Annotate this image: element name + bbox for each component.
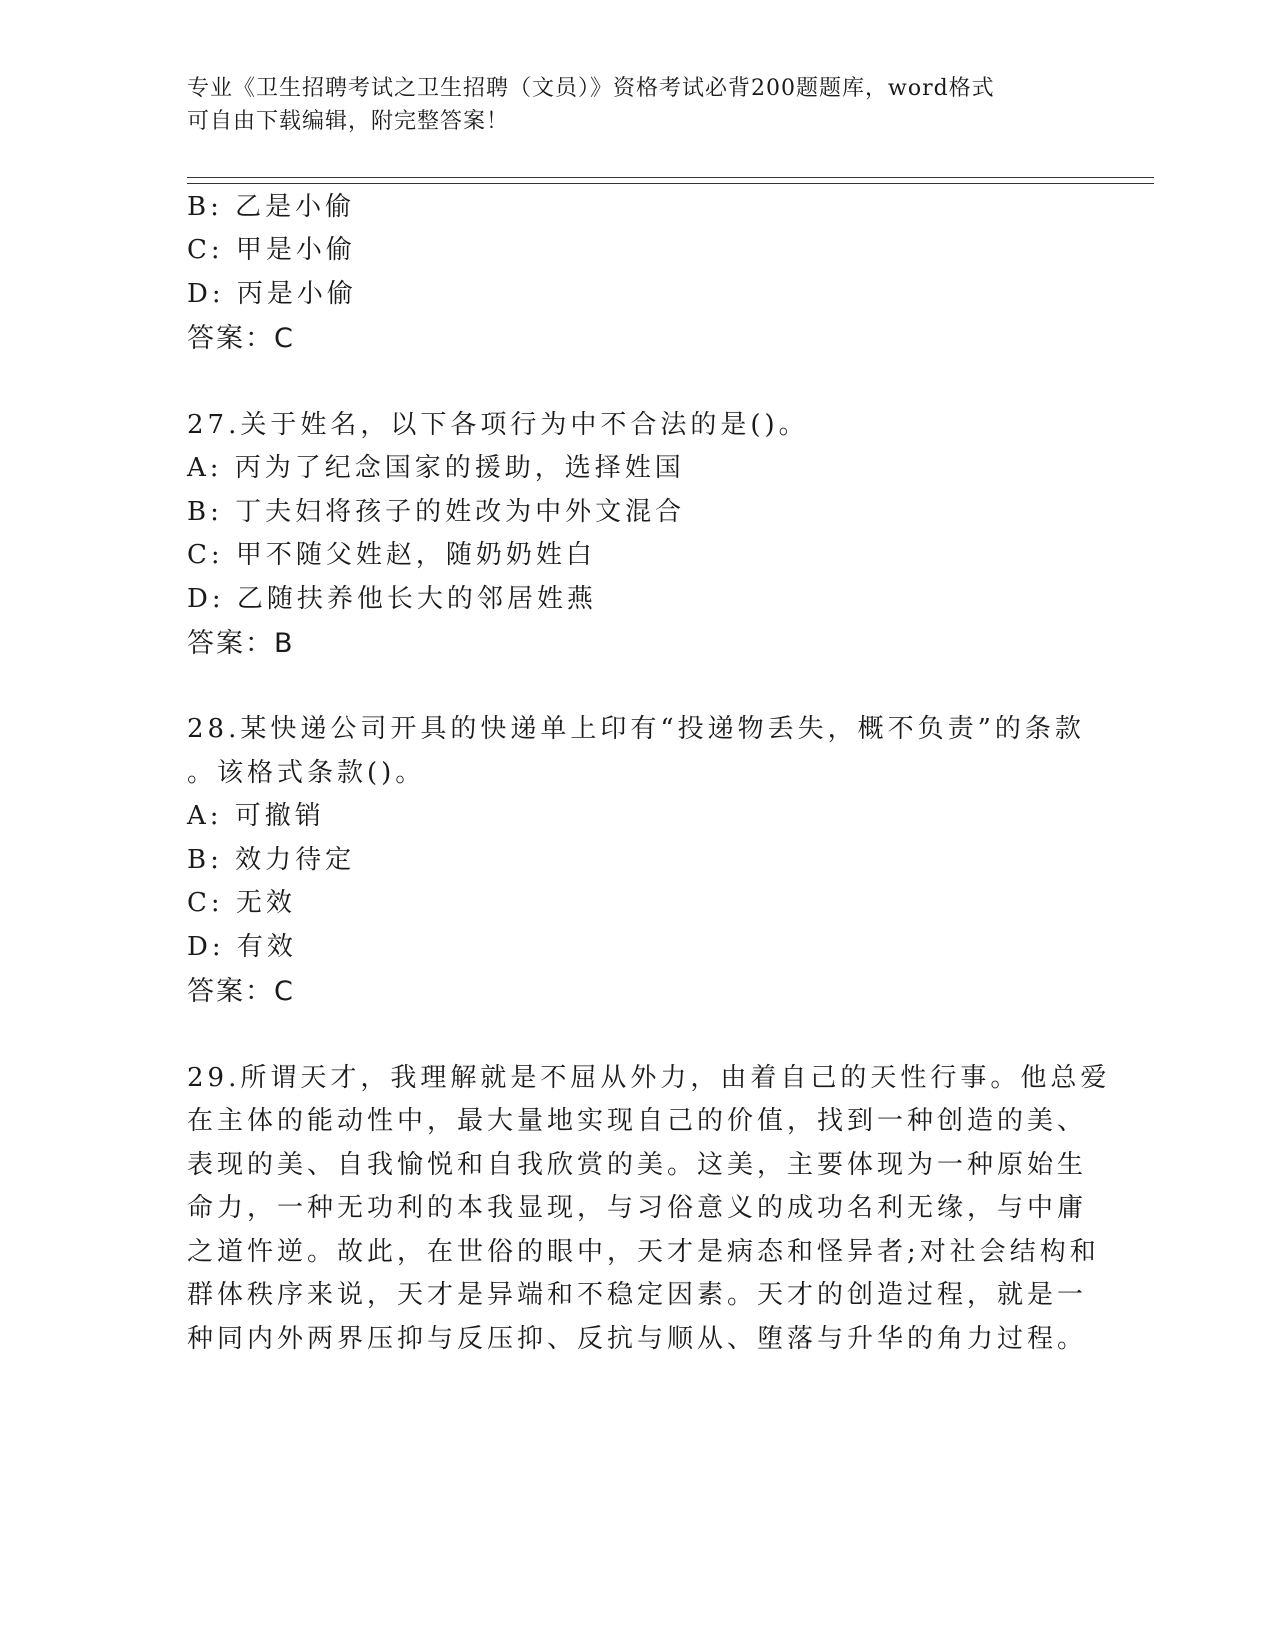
q29-line: 29.所谓天才，我理解就是不屈从外力，由着自己的天性行事。他总爱	[187, 1063, 1111, 1093]
q29-line: 在主体的能动性中，最大量地实现自己的价值，找到一种创造的美、	[187, 1106, 1088, 1136]
q26-option-b: B: 乙是小偷	[187, 192, 356, 222]
q27-answer: 答案：B	[187, 628, 295, 659]
q27-option-a: A: 丙为了纪念国家的援助，选择姓国	[187, 453, 685, 483]
q28-option-b: B: 效力待定	[187, 845, 356, 875]
q26-option-d: D: 丙是小偷	[187, 279, 357, 309]
q29-line: 种同内外两界压抑与反压抑、反抗与顺从、堕落与升华的角力过程。	[187, 1324, 1088, 1354]
q27-option-b: B: 丁夫妇将孩子的姓改为中外文混合	[187, 497, 686, 527]
header-line-2: 可自由下载编辑，附完整答案！	[187, 109, 510, 134]
q27-option-d: D: 乙随扶养他长大的邻居姓燕	[187, 584, 597, 614]
header-divider-bottom	[187, 183, 1154, 184]
q29-line: 之道忤逆。故此，在世俗的眼中，天才是病态和怪异者;对社会结构和	[187, 1237, 1100, 1267]
q28-stem-line-1: 28.某快递公司开具的快递单上印有“投递物丢失，概不负责”的条款	[187, 714, 1085, 744]
q26-answer: 答案：C	[187, 323, 295, 354]
q28-option-c: C: 无效	[187, 888, 296, 918]
q29-line: 命力，一种无功利的本我显现，与习俗意义的成功名利无缘，与中庸	[187, 1193, 1088, 1223]
header-line-1: 专业《卫生招聘考试之卫生招聘（文员）》资格考试必背200题题库，word格式	[187, 76, 995, 101]
q27-option-c: C: 甲不随父姓赵，随奶奶姓白	[187, 540, 596, 570]
q26-option-c: C: 甲是小偷	[187, 235, 356, 265]
q29-line: 表现的美、自我愉悦和自我欣赏的美。这美，主要体现为一种原始生	[187, 1150, 1088, 1180]
q29-line: 群体秩序来说，天才是异端和不稳定因素。天才的创造过程，就是一	[187, 1280, 1088, 1310]
q28-option-a: A: 可撤销	[187, 801, 325, 831]
q28-stem-line-2: 。该格式条款()。	[187, 758, 426, 788]
q28-option-d: D: 有效	[187, 932, 297, 962]
q28-answer: 答案：C	[187, 976, 295, 1007]
q27-stem: 27.关于姓名，以下各项行为中不合法的是()。	[187, 410, 809, 440]
document-header	[187, 72, 1087, 138]
header-divider-top	[187, 177, 1154, 178]
